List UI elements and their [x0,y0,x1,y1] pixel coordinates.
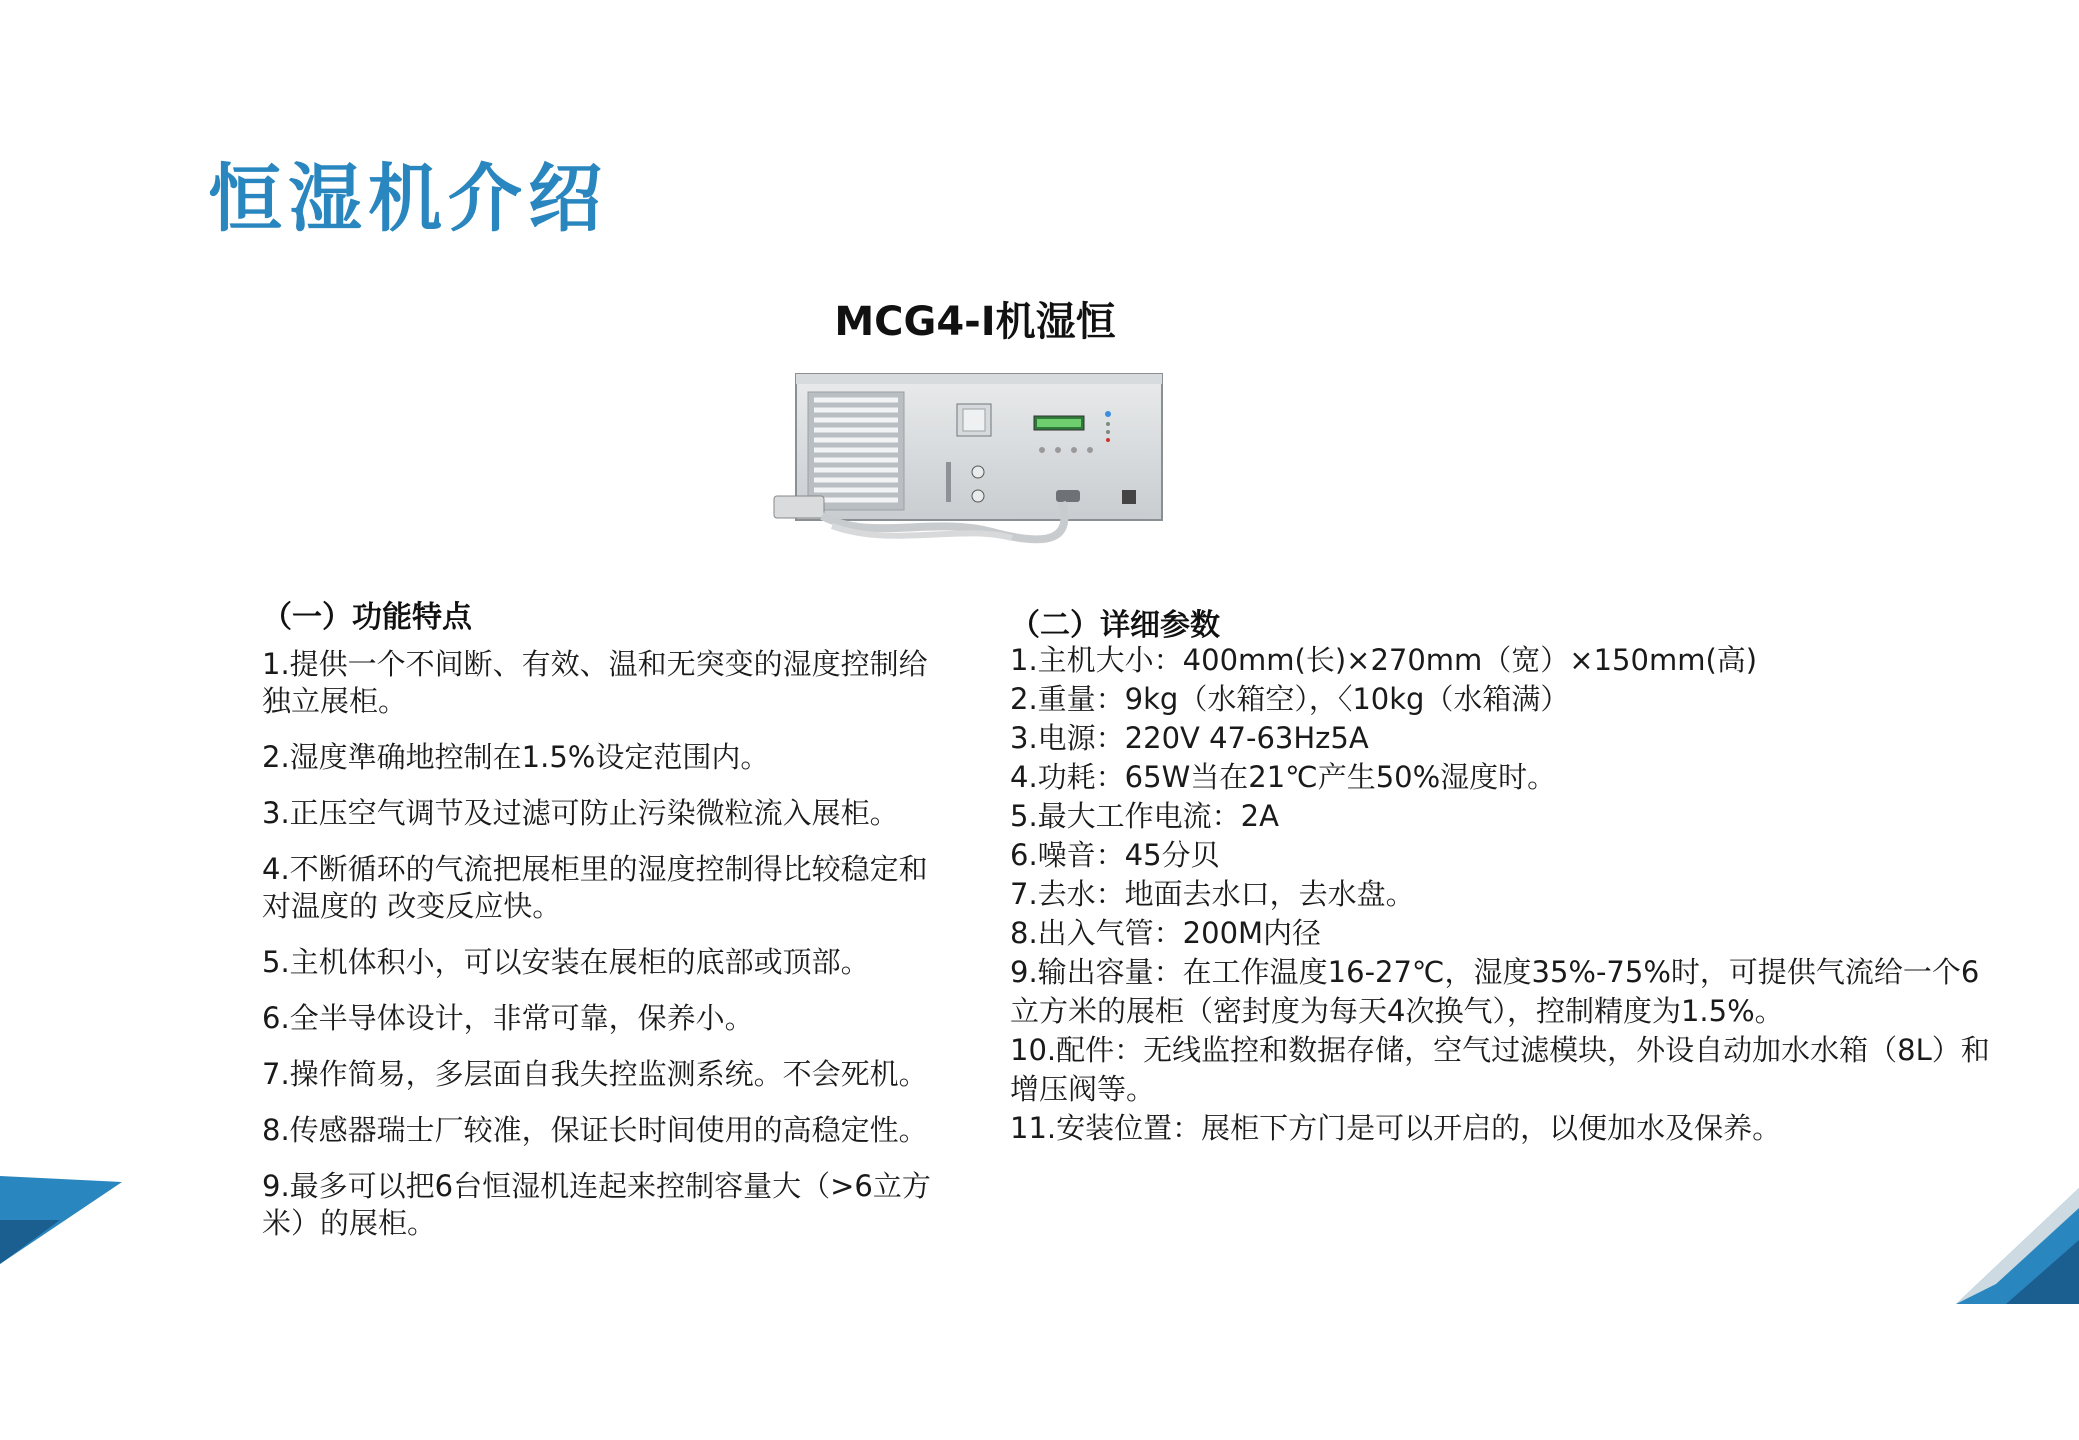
list-item [262,1000,942,1037]
feature-item-3: 3.正压空气调节及过滤可防止污染微粒流入展柜。 [262,796,899,830]
param-item-2: 2.重量：9kg（水箱空），〈10kg（水箱满） [1010,682,1570,716]
list-item [262,1168,942,1242]
right-corner-decoration [1956,1188,2079,1304]
feature-item-8: 8.传感器瑞士厂较准，保证长时间使用的高稳定性。 [262,1113,928,1147]
feature-item-9: 9.最多可以把6台恒湿机连起来控制容量大（>6立方米）的展柜。 [262,1169,931,1240]
parameters-list [1010,641,2000,1148]
list-item [262,1112,942,1149]
feature-item-5: 5.主机体积小，可以安装在展柜的底部或顶部。 [262,945,870,979]
list-item [262,851,942,925]
feature-item-7: 7.操作简易，多层面自我失控监测系统。不会死机。 [262,1057,928,1091]
param-item-4: 4.功耗：65W当在21℃产生50%湿度时。 [1010,760,1557,794]
param-item-8: 8.出入气管：200M内径 [1010,916,1322,950]
features-heading: （一）功能特点 [262,600,472,635]
parameters-heading: （二）详细参数 [1010,608,1220,643]
list-item [262,795,942,832]
param-item-1: 1.主机大小：400mm(长)×270mm（宽）×150mm(高) [1010,643,1758,677]
features-list [262,646,942,1261]
feature-item-4: 4.不断循环的气流把展柜里的湿度控制得比较稳定和对温度的 改变反应快。 [262,852,928,923]
param-item-6: 6.噪音：45分贝 [1010,838,1220,872]
left-corner-decoration [0,1176,124,1266]
param-item-11: 11.安装位置：展柜下方门是可以开启的，以便加水及保养。 [1010,1111,1782,1145]
list-item [262,1056,942,1093]
param-item-9: 9.输出容量：在工作温度16-27℃，湿度35%-75%时，可提供气流给一个6立方米的展柜（密封度为每天4次换气），控制精度为1.5%。 [1010,955,1980,1028]
param-item-10: 10.配件：无线监控和数据存储，空气过滤模块，外设自动加水水箱（8L）和增压阀等。 [1010,1033,1990,1106]
feature-item-6: 6.全半导体设计，非常可靠，保养小。 [262,1001,754,1035]
list-item [262,944,942,981]
param-item-3: 3.电源：220V 47-63Hz5A [1010,721,1369,755]
param-item-5: 5.最大工作电流：2A [1010,799,1279,833]
param-item-7: 7.去水：地面去水口，去水盘。 [1010,877,1415,911]
humidifier-device-image [772,366,1170,551]
feature-item-2: 2.湿度準确地控制在1.5%设定范围内。 [262,740,770,774]
page-title: 恒湿机介绍 [208,156,608,242]
list-item [262,646,942,720]
product-title: MCG4-I机湿恒 [834,299,1116,345]
feature-item-1: 1.提供一个不间断、有效、温和无突变的湿度控制给独立展柜。 [262,647,928,718]
list-item [262,739,942,776]
